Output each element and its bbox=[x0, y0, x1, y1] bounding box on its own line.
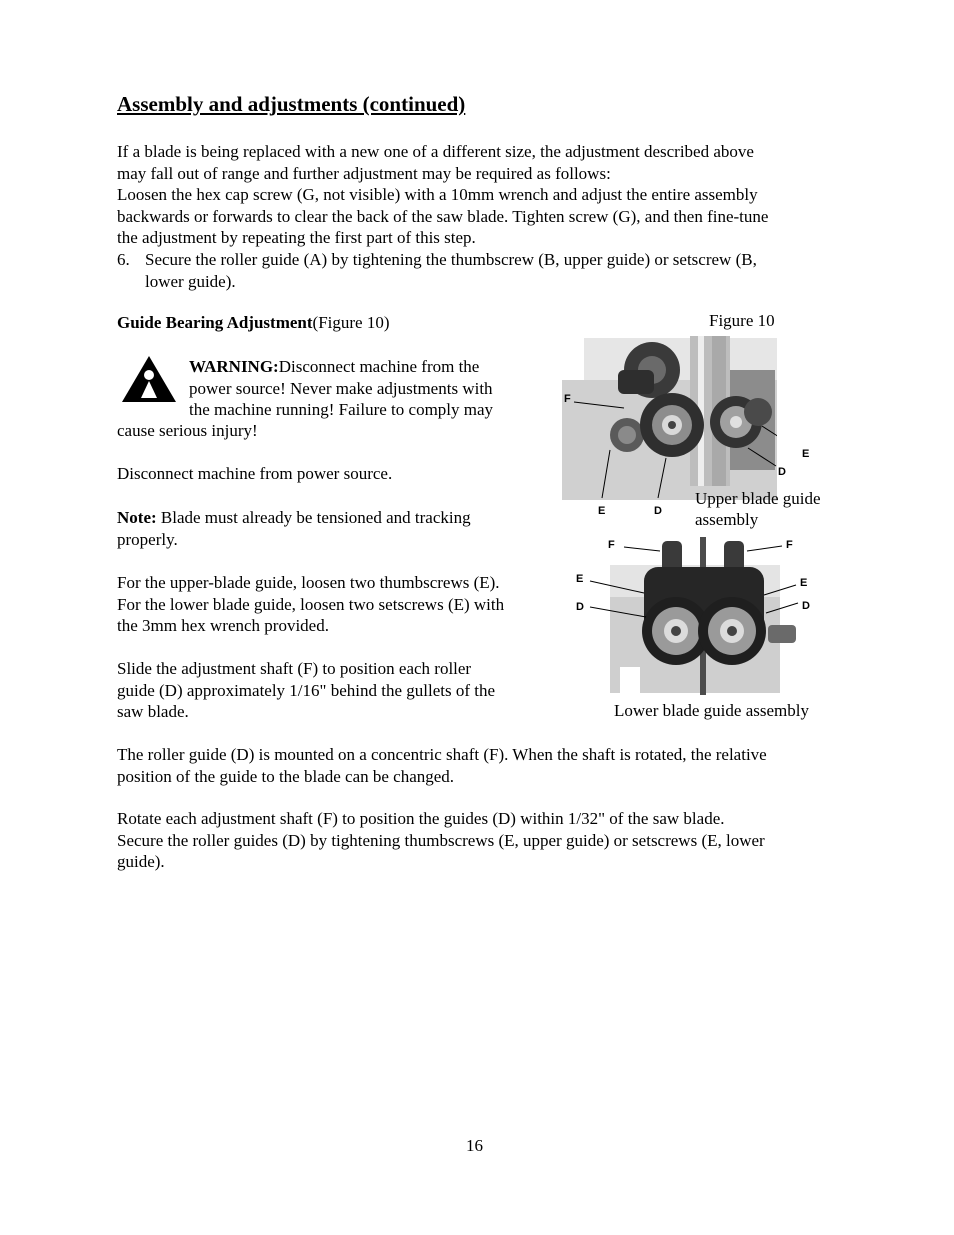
note bbox=[117, 507, 471, 550]
note-label: Note: bbox=[117, 508, 157, 527]
intro-line: If a blade is being replaced with a new one of a different size, the adjustment described above bbox=[117, 142, 754, 161]
roller-line: position of the guide to the blade can be changed. bbox=[117, 766, 455, 786]
intro-line: backwards or forwards to clear the back of the saw blade. Tighten screw (G), and then fine-tune bbox=[117, 206, 769, 226]
warning-line: power source! Never make adjustments with bbox=[189, 378, 493, 398]
lower-guide-photo bbox=[572, 537, 817, 695]
loosen-paragraph bbox=[117, 572, 504, 637]
upper-guide-caption bbox=[695, 488, 821, 530]
loosen-line: For the lower blade guide, loosen two setscrews (E) with bbox=[117, 594, 505, 614]
intro-paragraph bbox=[117, 141, 842, 249]
intro-line: may fall out of range and further adjustment may be required as follows: bbox=[117, 163, 611, 183]
slide-line: Slide the adjustment shaft (F) to position each roller bbox=[117, 659, 472, 678]
roller-line: The roller guide (D) is mounted on a concentric shaft (F). When the shaft is rotated, the relative bbox=[117, 745, 767, 764]
warning-text bbox=[189, 356, 493, 421]
step-text-line: lower guide). bbox=[145, 271, 236, 291]
label-e: E bbox=[598, 505, 606, 517]
rotate-line: Secure the roller guides (D) by tightening thumbscrews (E, upper guide) or setscrews (E, lower bbox=[117, 830, 765, 850]
warning-triangle-icon bbox=[120, 354, 178, 404]
label-d: D bbox=[576, 601, 584, 613]
label-d: D bbox=[778, 466, 786, 478]
intro-line: the adjustment by repeating the first part of this step. bbox=[117, 228, 476, 248]
lower-guide-caption: Lower blade guide assembly bbox=[614, 701, 809, 720]
page-title: Assembly and adjustments (continued) bbox=[117, 92, 466, 116]
section-heading bbox=[117, 313, 390, 333]
warning-line: cause serious injury! bbox=[117, 421, 258, 440]
step-number: 6. bbox=[117, 250, 130, 269]
label-f: F bbox=[786, 539, 793, 551]
intro-line: Loosen the hex cap screw (G, not visible) with a 10mm wrench and adjust the entire assembly bbox=[117, 185, 758, 205]
slide-line: guide (D) approximately 1/16" behind the gullets of the bbox=[117, 680, 496, 700]
warning-line: Disconnect machine from the bbox=[278, 357, 480, 376]
caption-line: assembly bbox=[695, 510, 759, 529]
loosen-line: the 3mm hex wrench provided. bbox=[117, 616, 329, 636]
section-heading-ref: (Figure 10) bbox=[312, 313, 390, 332]
rotate-paragraph bbox=[117, 808, 765, 873]
label-d: D bbox=[802, 600, 810, 612]
warning-line: the machine running! Failure to comply may bbox=[189, 400, 494, 420]
label-d: D bbox=[654, 505, 662, 517]
rotate-line: Rotate each adjustment shaft (F) to position the guides (D) within 1/32" of the saw blade. bbox=[117, 809, 725, 828]
caption-line: Upper blade guide bbox=[695, 489, 821, 508]
note-line: Blade must already be tensioned and tracking bbox=[156, 508, 471, 527]
step-text-line: Secure the roller guide (A) by tightening the thumbscrew (B, upper guide) or setscrew (B, bbox=[145, 250, 757, 269]
label-f: F bbox=[564, 393, 571, 405]
slide-paragraph bbox=[117, 658, 495, 723]
rotate-line: guide). bbox=[117, 852, 165, 872]
label-e: E bbox=[576, 573, 584, 585]
label-f: F bbox=[608, 539, 615, 551]
page-number: 16 bbox=[466, 1136, 483, 1155]
figure-title: Figure 10 bbox=[709, 311, 775, 330]
warning-label: WARNING: bbox=[189, 357, 279, 376]
label-e: E bbox=[800, 577, 808, 589]
loosen-line: For the upper-blade guide, loosen two thumbscrews (E). bbox=[117, 573, 500, 592]
section-heading-bold: Guide Bearing Adjustment bbox=[117, 313, 313, 332]
disconnect-text: Disconnect machine from power source. bbox=[117, 464, 393, 483]
label-e: E bbox=[802, 448, 810, 460]
roller-paragraph bbox=[117, 744, 767, 787]
note-line: properly. bbox=[117, 529, 178, 549]
slide-line: saw blade. bbox=[117, 702, 189, 722]
